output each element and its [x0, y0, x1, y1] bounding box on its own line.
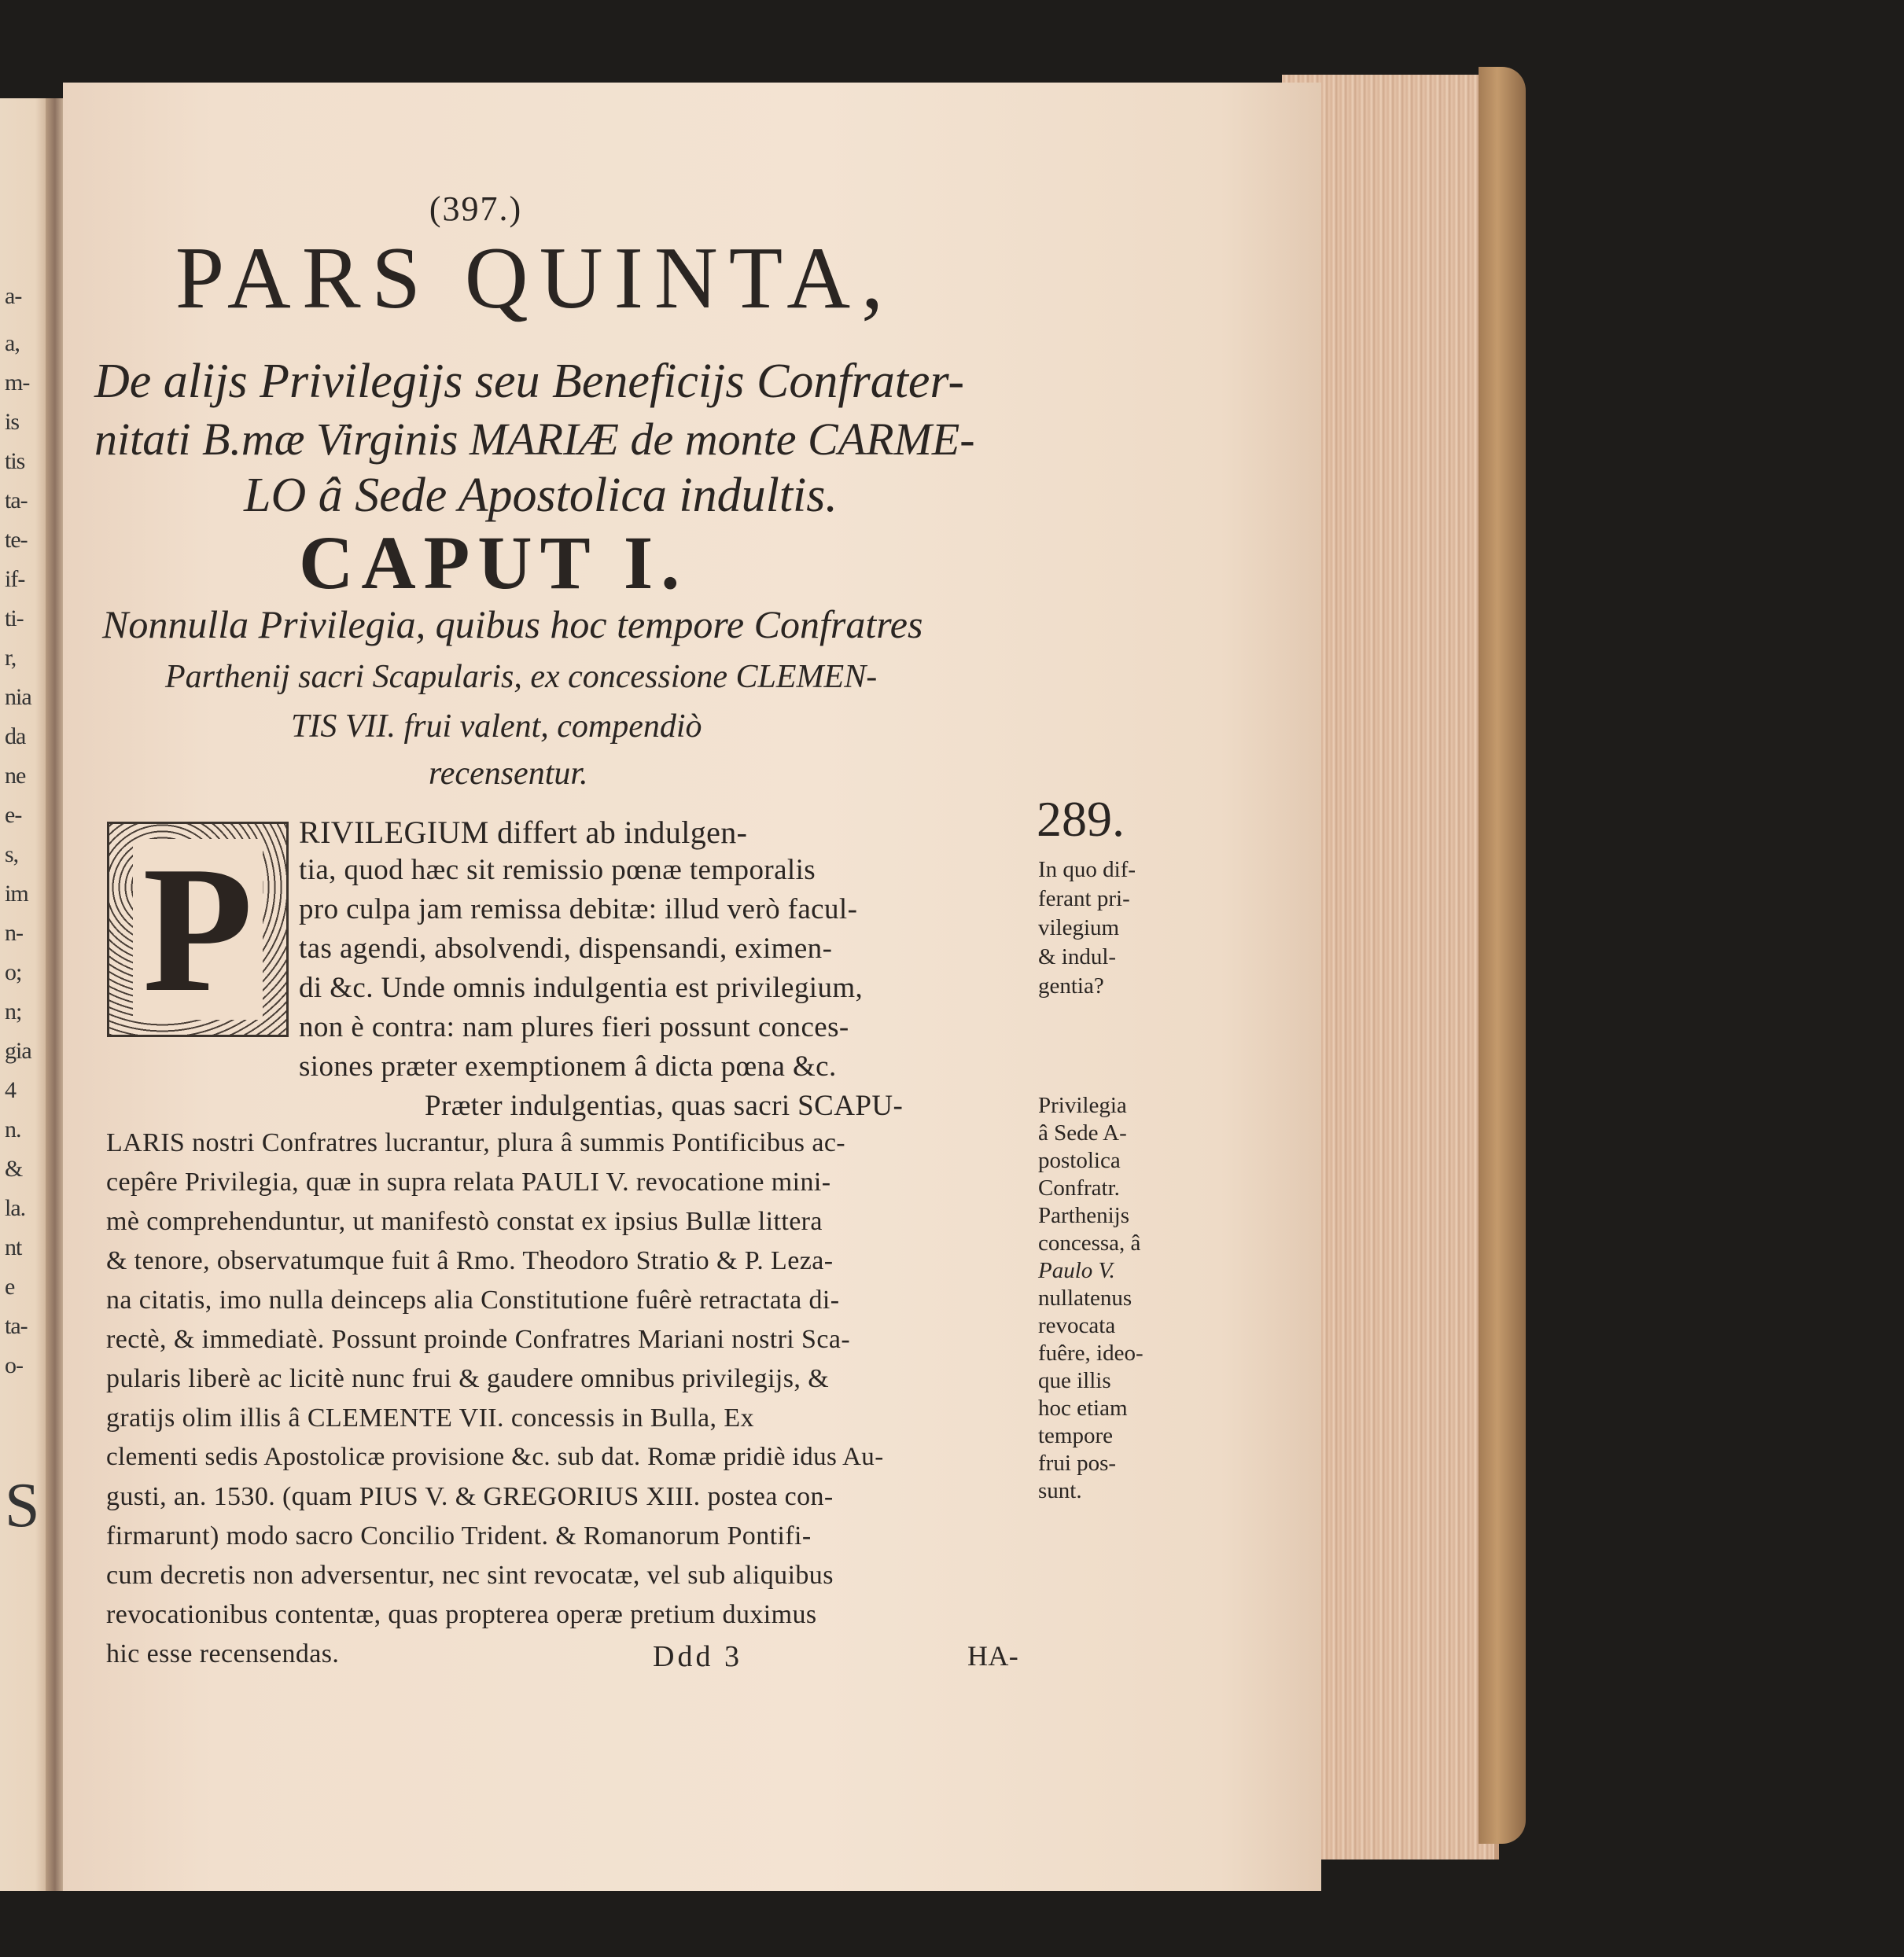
- margin-note-line: Privilegia: [1038, 1093, 1127, 1118]
- margin-note-line: vilegium: [1038, 915, 1120, 940]
- catchword: HA-: [967, 1640, 1019, 1672]
- body-line: gusti, an. 1530. (quam PIUS V. & GREGORIUS XIII. postea con-: [106, 1482, 834, 1511]
- subtitle-line-2: nitati B.mæ Virginis MARIÆ de monte CARME-: [94, 414, 975, 465]
- chapter-summary-line-3: TIS VII. frui valent, compendiò: [291, 708, 702, 745]
- left-page-fragment: e-: [5, 802, 22, 828]
- margin-note-line: Confratr.: [1038, 1175, 1120, 1201]
- left-page-fragment: ta-: [5, 487, 28, 513]
- page-number: (397.): [429, 189, 523, 228]
- left-page-fragment: gia: [5, 1038, 31, 1064]
- margin-note-line: postolica: [1038, 1148, 1121, 1173]
- margin-note-line: hoc etiam: [1038, 1396, 1128, 1421]
- previous-page-edge: [0, 98, 50, 1891]
- body-line: tia, quod hæc sit remissio pœnæ temporalis: [299, 854, 816, 886]
- left-page-fragment: a,: [5, 330, 20, 356]
- body-line: cum decretis non adversentur, nec sint revocatæ, vel sub aliquibus: [106, 1561, 834, 1590]
- part-title: PARS QUINTA,: [175, 230, 895, 327]
- chapter-title: CAPUT I.: [299, 521, 688, 605]
- left-page-fragment: m-: [5, 370, 30, 395]
- subtitle-line-3: LO â Sede Apostolica indultis.: [244, 469, 838, 522]
- left-page-fragment: s,: [5, 841, 19, 867]
- left-page-fragment: ta-: [5, 1313, 28, 1339]
- body-line: LARIS nostri Confratres lucrantur, plura â summis Pontificibus ac-: [106, 1128, 846, 1157]
- margin-note-line: & indul-: [1038, 944, 1117, 969]
- decorated-initial: [107, 822, 289, 1037]
- left-page-fragment: &: [5, 1156, 23, 1182]
- margin-note-line: In quo dif-: [1038, 857, 1136, 882]
- left-page-fragment: nia: [5, 684, 31, 710]
- left-page-fragment: o;: [5, 959, 22, 985]
- left-page-fragment: S: [5, 1471, 39, 1540]
- left-page-fragment: e: [5, 1274, 15, 1300]
- body-line: clementi sedis Apostolicæ provisione &c. sub dat. Romæ pridiè idus Au-: [106, 1443, 884, 1471]
- body-line: rectè, & immediatè. Possunt proinde Confratres Mariani nostri Sca-: [106, 1325, 851, 1354]
- margin-note-line: gentia?: [1038, 973, 1104, 999]
- margin-note-line: â Sede A-: [1038, 1120, 1127, 1146]
- left-page-fragment: 4: [5, 1077, 16, 1103]
- left-page-fragment: nt: [5, 1234, 22, 1260]
- left-page-fragment: a-: [5, 283, 22, 309]
- body-line: mè comprehenduntur, ut manifestò constat ex ipsius Bullæ littera: [106, 1207, 823, 1236]
- left-page-fragment: n.: [5, 1116, 21, 1142]
- body-line: na citatis, imo nulla deinceps alia Constitutione fuêrè retractata di-: [106, 1286, 840, 1315]
- signature-mark: Ddd 3: [653, 1640, 742, 1673]
- book-cover-edge: [1479, 67, 1526, 1844]
- left-page-fragment: n-: [5, 920, 23, 946]
- margin-note-line: concessa, â: [1038, 1230, 1141, 1256]
- left-page-fragment: n;: [5, 999, 22, 1024]
- body-line: pularis liberè ac licitè nunc frui & gaudere omnibus privilegijs, &: [106, 1364, 830, 1393]
- section-number: 289.: [1037, 791, 1125, 847]
- body-line: pro culpa jam remissa debitæ: illud verò facul-: [299, 893, 858, 925]
- margin-note-line: frui pos-: [1038, 1451, 1117, 1476]
- left-page-fragment: la.: [5, 1195, 26, 1221]
- subtitle-line-1: De alijs Privilegijs seu Beneficijs Confrater-: [94, 355, 964, 408]
- chapter-summary-line-4: recensentur.: [429, 756, 588, 792]
- left-page-fragment: o-: [5, 1352, 23, 1378]
- margin-note-line: que illis: [1038, 1368, 1111, 1393]
- body-line: cepêre Privilegia, quæ in supra relata PAULI V. revocatione mini-: [106, 1168, 831, 1197]
- left-page-fragment: te-: [5, 527, 28, 553]
- chapter-summary-line-1: Nonnulla Privilegia, quibus hoc tempore Confratres: [102, 602, 923, 646]
- body-line: gratijs olim illis â CLEMENTE VII. concessis in Bulla, Ex: [106, 1403, 754, 1433]
- margin-note-line: tempore: [1038, 1423, 1114, 1448]
- body-line: tas agendi, absolvendi, dispensandi, eximen-: [299, 933, 833, 965]
- left-page-fragment: da: [5, 723, 26, 749]
- book-page: [63, 83, 1321, 1891]
- body-line: & tenore, observatumque fuit â Rmo. Theodoro Stratio & P. Leza-: [106, 1246, 834, 1275]
- margin-note-line: revocata: [1038, 1313, 1116, 1338]
- body-line: non è contra: nam plures fieri possunt conces-: [299, 1011, 849, 1043]
- body-line: siones præter exemptionem â dicta pœna &c.: [299, 1050, 837, 1083]
- margin-note-line: nullatenus: [1038, 1286, 1132, 1311]
- margin-note-line: fuêre, ideo-: [1038, 1341, 1144, 1366]
- left-page-fragment: r,: [5, 645, 17, 671]
- body-line: hic esse recensendas.: [106, 1639, 340, 1668]
- body-line: di &c. Unde omnis indulgentia est privilegium,: [299, 972, 864, 1004]
- left-page-fragment: is: [5, 409, 20, 435]
- chapter-summary-line-2: Parthenij sacri Scapularis, ex concessione CLEMEN-: [165, 659, 878, 695]
- body-line: RIVILEGIUM differt ab indulgen-: [299, 815, 748, 850]
- left-page-fragment: im: [5, 881, 28, 907]
- body-line: firmarunt) modo sacro Concilio Trident. & Romanorum Pontifi-: [106, 1521, 812, 1551]
- body-line: revocationibus contentæ, quas propterea operæ pretium duximus: [106, 1600, 817, 1629]
- margin-note-line: Paulo V.: [1038, 1258, 1115, 1283]
- left-page-fragment: if-: [5, 566, 25, 592]
- left-page-fragment: tis: [5, 448, 25, 474]
- body-line: Præter indulgentias, quas sacri SCAPU-: [425, 1090, 904, 1122]
- drop-cap-letter: P: [133, 839, 263, 1020]
- left-page-fragment: ti-: [5, 605, 24, 631]
- margin-note-line: Parthenijs: [1038, 1203, 1129, 1228]
- left-page-fragment: ne: [5, 763, 26, 789]
- margin-note-line: sunt.: [1038, 1478, 1082, 1503]
- margin-note-line: ferant pri-: [1038, 886, 1130, 911]
